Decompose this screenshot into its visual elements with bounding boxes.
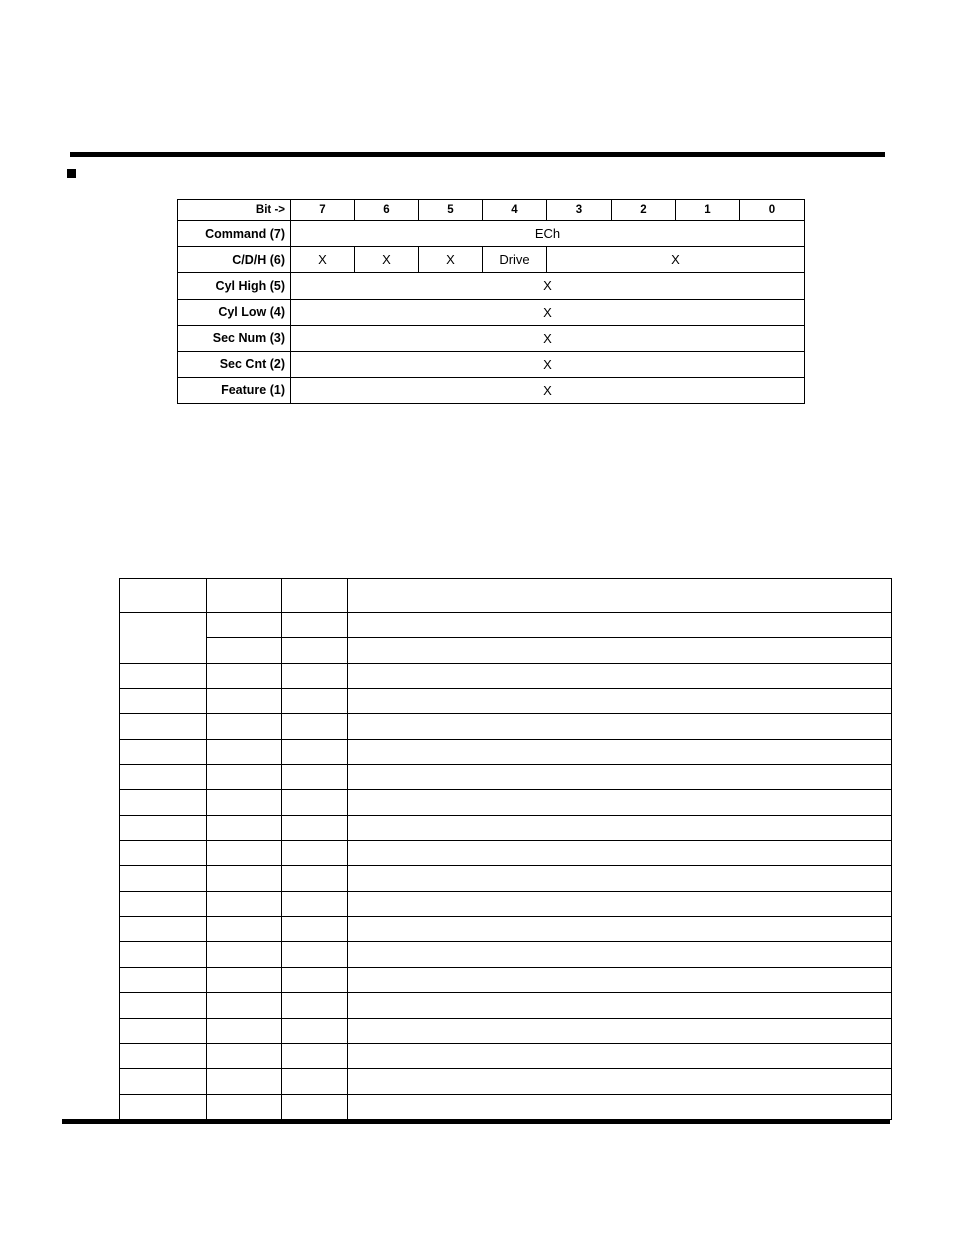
cyl-low-value: X	[291, 299, 805, 325]
table-row	[120, 891, 892, 916]
bit-4: 4	[483, 200, 547, 221]
table-row	[120, 579, 892, 613]
feature-row	[178, 377, 805, 403]
feature-label: Feature (1)	[178, 377, 291, 403]
command-label: Command (7)	[178, 221, 291, 247]
square-bullet-icon	[67, 169, 76, 178]
table-row	[120, 815, 892, 840]
table-row	[120, 689, 892, 714]
bit-1: 1	[676, 200, 740, 221]
table-row	[120, 739, 892, 764]
cdh-bit-7: X	[291, 247, 355, 273]
bit-5: 5	[419, 200, 483, 221]
table-row	[120, 967, 892, 992]
top-rule	[70, 152, 885, 157]
cdh-row	[178, 247, 805, 273]
sec-cnt-row	[178, 351, 805, 377]
cyl-low-label: Cyl Low (4)	[178, 299, 291, 325]
table-row	[120, 942, 892, 967]
cyl-high-label: Cyl High (5)	[178, 273, 291, 299]
table-row	[120, 765, 892, 790]
cdh-label: C/D/H (6)	[178, 247, 291, 273]
register-table	[177, 199, 805, 404]
table-row	[120, 1069, 892, 1094]
cyl-high-row	[178, 273, 805, 299]
bottom-rule	[62, 1119, 890, 1124]
bit-2: 2	[612, 200, 676, 221]
sec-num-label: Sec Num (3)	[178, 325, 291, 351]
sec-num-row	[178, 325, 805, 351]
cyl-high-value: X	[291, 273, 805, 299]
bit-6: 6	[355, 200, 419, 221]
table-row	[120, 714, 892, 739]
empty-data-table	[119, 578, 892, 1120]
bit-label: Bit ->	[178, 200, 291, 221]
table-row	[120, 1094, 892, 1119]
table-row	[120, 1018, 892, 1043]
command-value: ECh	[291, 221, 805, 247]
table-row	[120, 917, 892, 942]
table-row	[120, 841, 892, 866]
bit-0: 0	[740, 200, 805, 221]
bit-7: 7	[291, 200, 355, 221]
table-row	[120, 1043, 892, 1068]
cdh-bit-6: X	[355, 247, 419, 273]
table-row	[120, 993, 892, 1018]
sec-cnt-label: Sec Cnt (2)	[178, 351, 291, 377]
cdh-bit-5: X	[419, 247, 483, 273]
table-row	[120, 663, 892, 688]
bit-3: 3	[547, 200, 612, 221]
feature-value: X	[291, 377, 805, 403]
cdh-bits-3-0: X	[547, 247, 805, 273]
table-row	[120, 866, 892, 891]
table-row	[120, 790, 892, 815]
table-row	[120, 638, 892, 663]
cdh-bit-4: Drive	[483, 247, 547, 273]
table-row	[120, 613, 892, 638]
bit-header-row	[178, 200, 805, 221]
sec-cnt-value: X	[291, 351, 805, 377]
cyl-low-row	[178, 299, 805, 325]
sec-num-value: X	[291, 325, 805, 351]
command-row	[178, 221, 805, 247]
